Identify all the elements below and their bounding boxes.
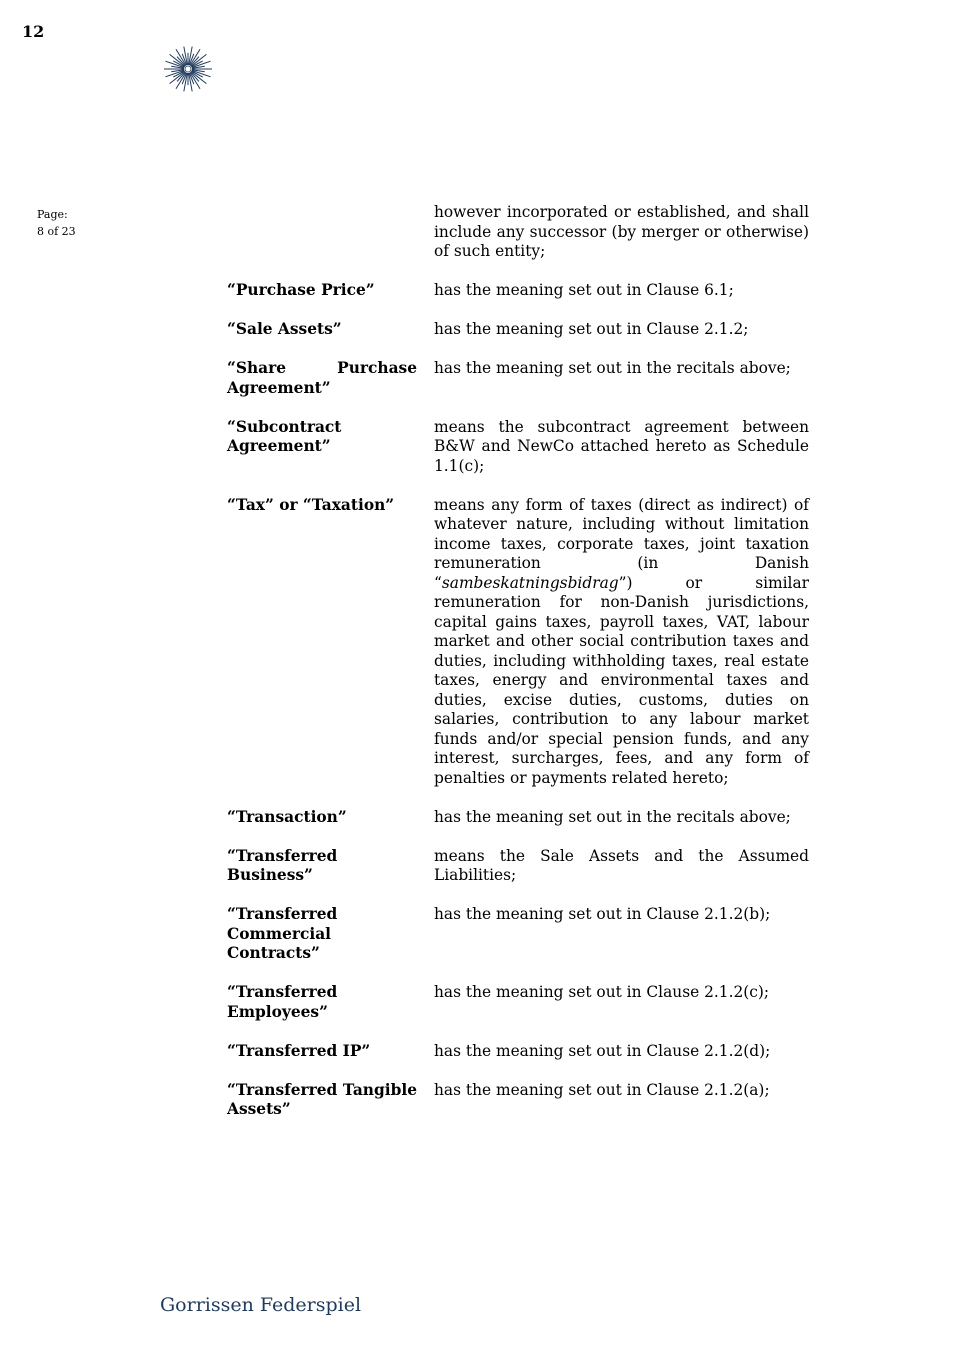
definition-term-line: Agreement” <box>227 437 331 455</box>
definition-term <box>227 983 417 1022</box>
definition-meaning: however incorporated or established, and shall include any successor (by merger or otherwise) of such entity; <box>434 203 809 260</box>
meaning-text: means any form of taxes (direct as indirect) of whatever nature, including without limitation income taxes, corporate taxes, joint taxation remuneration (in Danish “ <box>434 495 809 592</box>
definition-meaning: has the meaning set out in the recitals above; <box>434 359 791 377</box>
definition-row <box>227 418 809 477</box>
definition-meaning: has the meaning set out in Clause 2.1.2(a); <box>434 1080 770 1099</box>
footer-brand: Gorrissen Federspiel <box>160 1294 362 1316</box>
definition-term <box>227 418 417 477</box>
definition-row <box>227 1042 809 1062</box>
definition-meaning: has the meaning set out in Clause 2.1.2(c); <box>434 983 770 1001</box>
definition-term-line: “Transferred Tangible <box>227 1080 417 1099</box>
definition-term-line: “Transferred <box>227 983 338 1001</box>
definition-term-line: “Share Purchase <box>227 359 417 377</box>
definition-row <box>227 983 809 1022</box>
definition-term <box>227 203 417 262</box>
definition-row <box>227 281 809 301</box>
page-info-value: 8 of 23 <box>37 225 76 238</box>
definition-meaning: means the subcontract agreement between B&W and NewCo attached hereto as Schedule 1.1(c); <box>434 417 809 475</box>
page-number: 12 <box>22 22 45 41</box>
definition-meaning <box>434 496 809 789</box>
definition-row <box>227 1081 809 1120</box>
definition-row <box>227 808 809 828</box>
definition-term-line: “Transferred <box>227 846 338 865</box>
definition-term-line: Agreement” <box>227 378 331 397</box>
definition-term-line: Commercial <box>227 924 332 943</box>
definition-term <box>227 1081 417 1120</box>
definition-term <box>227 847 417 886</box>
page-info <box>37 206 76 240</box>
definition-term: “Transferred IP” <box>227 1041 371 1060</box>
meaning-text: ”) or similar remuneration for non-Danish jurisdictions, capital gains taxes, payroll taxes, VAT, labour market and other social contribution taxes and duties, including withholding taxes, real estate taxes, energy and environmental taxes and duties, excise duties, customs, duties on salaries, contribution to any labour market funds and/or special pension funds, and any interest, surcharges, fees, and any form of penalties or payments related hereto; <box>434 573 809 787</box>
definition-meaning: has the meaning set out in the recitals above; <box>434 807 791 826</box>
definition-term-line: “Subcontract <box>227 417 342 436</box>
definition-term-line: Contracts” <box>227 944 320 962</box>
definition-term: “Tax” or “Taxation” <box>227 495 395 514</box>
meaning-italic-term: sambeskatningsbidrag <box>441 573 619 592</box>
definition-meaning: has the meaning set out in Clause 6.1; <box>434 281 734 299</box>
definition-row <box>227 496 809 789</box>
definition-row <box>227 359 809 398</box>
definition-term: “Transaction” <box>227 807 347 826</box>
definitions-list <box>227 203 809 1139</box>
definition-row <box>227 905 809 964</box>
sunburst-logo-icon <box>160 44 216 94</box>
definition-term: “Purchase Price” <box>227 281 375 299</box>
definition-row <box>227 203 809 262</box>
definition-term-line: Employees” <box>227 1002 328 1021</box>
definition-meaning: means the Sale Assets and the Assumed Liabilities; <box>434 846 809 884</box>
definition-row <box>227 320 809 340</box>
definition-meaning: has the meaning set out in Clause 2.1.2; <box>434 320 749 338</box>
definition-term <box>227 359 417 398</box>
definition-meaning: has the meaning set out in Clause 2.1.2(b); <box>434 905 771 923</box>
definition-term-line: Assets” <box>227 1100 291 1118</box>
definition-row <box>227 847 809 886</box>
definition-term <box>227 905 417 964</box>
page-info-label: Page: <box>37 208 68 221</box>
definition-term-line: Business” <box>227 866 313 884</box>
definition-term: “Sale Assets” <box>227 320 342 338</box>
definition-meaning: has the meaning set out in Clause 2.1.2(d); <box>434 1041 771 1060</box>
definition-term-line: “Transferred <box>227 905 338 923</box>
